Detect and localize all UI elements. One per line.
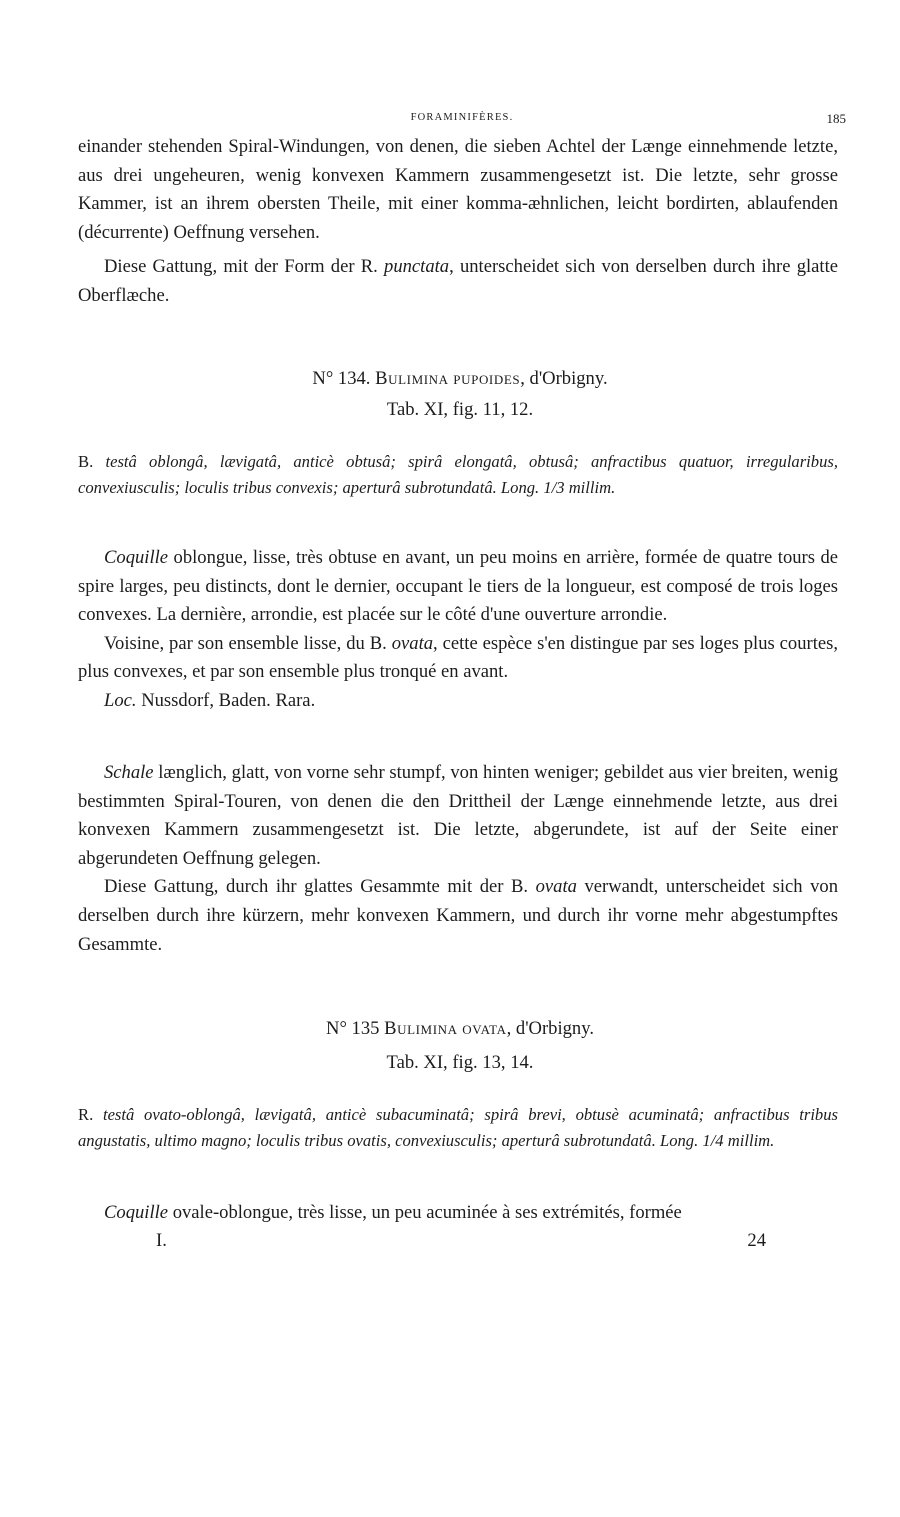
german-comparison-paragraph: Diese Gattung, mit der Form der R. punctata, unterscheidet sich von derselben durch ihre glatte Oberflæche. <box>78 256 838 306</box>
german-paragraph: Schale længlich, glatt, von vorne sehr stumpf, von hinten weniger; gebildet aus vier breiten, wenig bestimmten Spiral-Touren, von denen die den Drittheil der Længe einnehmende letzte, aus drei konvexen Kammern zusammengesetzt ist. Die letzte, abgerundete, ist auf der Seite einer abgerundeten Oeffnung gelegen. <box>78 762 838 869</box>
running-header <box>78 112 846 128</box>
species-134-title <box>78 365 842 393</box>
species-135-latin-diagnosis <box>78 1102 838 1154</box>
species-135-title <box>78 1015 842 1043</box>
german-paragraph-continued: einander stehenden Spiral-Windungen, von denen, die sieben Achtel der Længe einnehmende letzte, aus drei ungeheuren, wenig konvexen Kammern zusammengesetzt ist. Die letzte, sehr grosse Kammer, ist an ihrem obersten Theile, mit einer komma-æhnlichen, leicht bordirten, ablaufenden (décurrente) Oeffnung versehen. <box>78 136 838 243</box>
species-134-french-description <box>78 544 838 716</box>
diagnosis-lead: R. <box>78 1105 94 1124</box>
volume-signature: I. <box>156 1230 167 1251</box>
species-135-plate-ref: Tab. XI, fig. 13, 14. <box>386 1052 534 1073</box>
german-comparison: Diese Gattung, durch ihr glattes Gesammte mit der B. ovata verwandt, unterscheidet sich von derselben durch ihre kürzern, mehr konvexen Kammern, und durch ihr vorne mehr abgestumpftes Gesammte. <box>78 876 839 955</box>
species-epithet: ovata <box>462 1018 507 1039</box>
running-title: FORAMINIFÈRES. <box>410 112 514 123</box>
species-number: N° 134. <box>312 368 371 389</box>
genus-name: Bulimina <box>384 1018 458 1039</box>
french-paragraph: Coquille oblongue, lisse, très obtuse en avant, un peu moins en arrière, formée de quatre tours de spire larges, peu distincts, dont le dernier, occupant le tiers de la longueur, est composé de trois loges convexes. La dernière, arrondie, est placée sur le côté d'une ouverture arrondie. <box>78 547 838 626</box>
sheet-signature: 24 <box>747 1230 766 1251</box>
french-paragraph: Coquille ovale-oblongue, très lisse, un peu acuminée à ses extrémités, formée <box>104 1202 682 1223</box>
continued-description <box>78 133 838 311</box>
species-name: punctata <box>384 256 450 278</box>
coquille-lead: Coquille <box>104 1202 169 1223</box>
diagnosis-text: testâ ovato-oblongâ, lævigatâ, anticè subacuminatâ; spirâ brevi, obtusè acuminatâ; anfractibus tribus angustatis, ultimo magno; loculis tribus ovatis, convexiusculis; aperturâ subrotundatâ. Long. 1/4 millim. <box>78 1105 838 1150</box>
diagnosis-lead: B. <box>78 452 94 471</box>
author: , d'Orbigny. <box>520 368 608 389</box>
species-135-french-description <box>78 1199 838 1228</box>
page-footer <box>156 1230 766 1256</box>
coquille-lead: Coquille <box>104 547 169 568</box>
locality-lead: Loc. <box>104 689 137 711</box>
author: , d'Orbigny. <box>506 1018 594 1039</box>
diagnosis-text: testâ oblongâ, lævigatâ, anticè obtusâ; spirâ elongatâ, obtusâ; anfractibus quatuor, irregularibus, convexiusculis; loculis tribus convexis; aperturâ subrotundatâ. Long. 1/3 millim. <box>78 452 838 497</box>
schale-lead: Schale <box>104 762 154 783</box>
species-134-latin-diagnosis <box>78 449 838 501</box>
locality-line: Loc. Nussdorf, Baden. Rara. <box>104 689 316 711</box>
genus-name: Bulimina <box>375 368 449 389</box>
french-comparison: Voisine, par son ensemble lisse, du B. ovata, cette espèce s'en distingue par ses loges plus courtes, plus convexes, et par son ensemble plus tronqué en avant. <box>78 632 838 683</box>
page-number: 185 <box>826 111 846 126</box>
species-134-plate-ref: Tab. XI, fig. 11, 12. <box>386 399 534 420</box>
species-134-german-description <box>78 759 838 959</box>
species-epithet: pupoides <box>453 368 521 389</box>
species-number: N° 135 <box>326 1018 380 1039</box>
